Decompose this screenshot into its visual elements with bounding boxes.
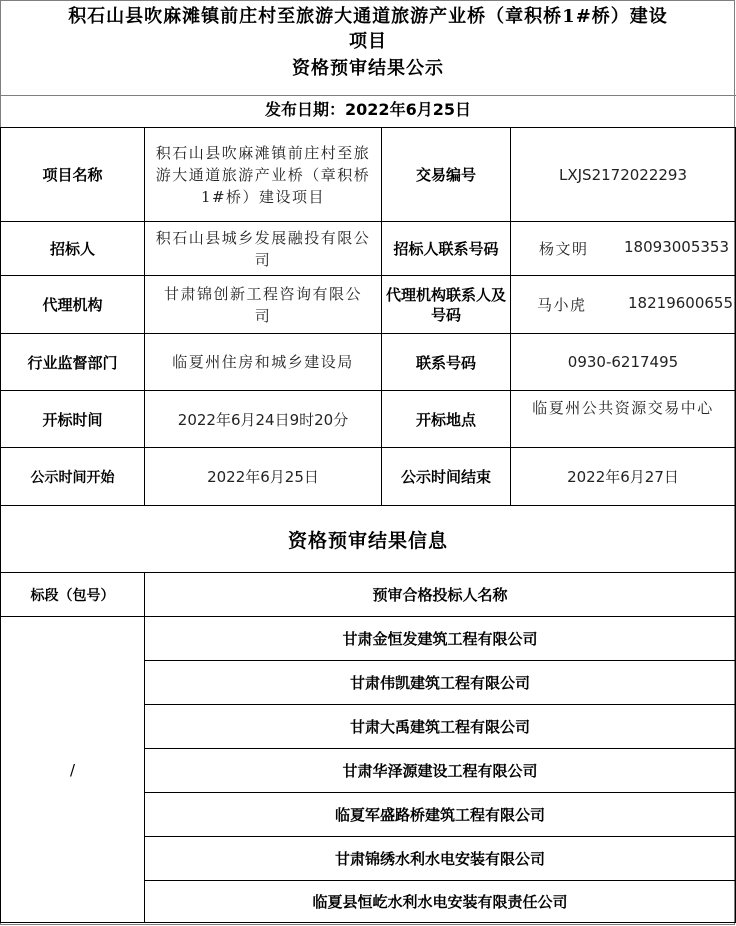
- agency-contact-name: 马小虎: [537, 295, 587, 314]
- open-place-value: 临夏州公共资源交易中心: [532, 399, 714, 417]
- agency-phone-label: 代理机构联系人及号码: [382, 276, 511, 334]
- prequalification-results-table: [0, 505, 736, 923]
- pub-start-label: 公示时间开始: [1, 448, 145, 506]
- supervisor-value: 临夏州住房和城乡建设局: [145, 334, 382, 391]
- column-header-lot: 标段（包号）: [1, 573, 145, 617]
- project-info-table: [0, 127, 736, 506]
- pub-start-value: 2022年6月25日: [145, 448, 382, 506]
- bidder-name: 甘肃伟凯建筑工程有限公司: [145, 661, 736, 705]
- bidder-name: 临夏县恒屹水利水电安装有限责任公司: [145, 881, 736, 923]
- table-row: [1, 391, 736, 448]
- open-time-label: 开标时间: [1, 391, 145, 448]
- table-row: [1, 334, 736, 391]
- table-row: [1, 506, 736, 573]
- open-place-label: 开标地点: [382, 391, 511, 448]
- table-row: [1, 617, 736, 661]
- table-row: [1, 222, 736, 276]
- table-row: [1, 573, 736, 617]
- table-row: [1, 128, 736, 222]
- tenderer-phone-label: 招标人联系号码: [382, 222, 511, 276]
- tenderer-contact-name: 杨文明: [539, 239, 589, 258]
- title-line-2: 项目: [349, 31, 387, 52]
- title-line-3: 资格预审结果公示: [292, 58, 444, 79]
- trade-no-label: 交易编号: [382, 128, 511, 222]
- open-time-value: 2022年6月24日9时20分: [145, 391, 382, 448]
- trade-no-value: LXJS2172022293: [511, 128, 736, 222]
- tenderer-contact-phone: 18093005353: [624, 237, 729, 256]
- lot-value: /: [1, 617, 145, 923]
- contact-value: 0930-6217495: [511, 334, 736, 391]
- tenderer-contact: [511, 222, 736, 276]
- pub-end-label: 公示时间结束: [382, 448, 511, 506]
- contact-label: 联系号码: [382, 334, 511, 391]
- bidder-name: 甘肃金恒发建筑工程有限公司: [145, 617, 736, 661]
- project-name-label: 项目名称: [1, 128, 145, 222]
- bidder-name: 甘肃华泽源建设工程有限公司: [145, 749, 736, 793]
- bidder-name: 甘肃锦绣水利水电安装有限公司: [145, 837, 736, 881]
- pub-end-value: 2022年6月27日: [511, 448, 736, 506]
- bidder-name: 临夏军盛路桥建筑工程有限公司: [145, 793, 736, 837]
- table-row: [1, 448, 736, 506]
- agency-value: 甘肃锦创新工程咨询有限公司: [145, 276, 382, 334]
- tenderer-value: 积石山县城乡发展融投有限公司: [145, 222, 382, 276]
- tenderer-label: 招标人: [1, 222, 145, 276]
- agency-contact-phone: 18219600655: [628, 293, 733, 312]
- publish-date: 发布日期：2022年6月25日: [0, 95, 736, 127]
- agency-label: 代理机构: [1, 276, 145, 334]
- document-title: [0, 0, 736, 95]
- table-row: [1, 276, 736, 334]
- agency-contact: [511, 276, 736, 334]
- open-place-cell: [511, 391, 736, 448]
- supervisor-label: 行业监督部门: [1, 334, 145, 391]
- column-header-bidder: 预审合格投标人名称: [145, 573, 736, 617]
- section-title: 资格预审结果信息: [1, 506, 736, 573]
- project-name-value: 积石山县吹麻滩镇前庄村至旅游大通道旅游产业桥（章积桥1#桥）建设项目: [145, 128, 382, 222]
- title-line-1: 积石山县吹麻滩镇前庄村至旅游大通道旅游产业桥（章积桥1#桥）建设: [68, 6, 668, 27]
- bidder-name: 甘肃大禹建筑工程有限公司: [145, 705, 736, 749]
